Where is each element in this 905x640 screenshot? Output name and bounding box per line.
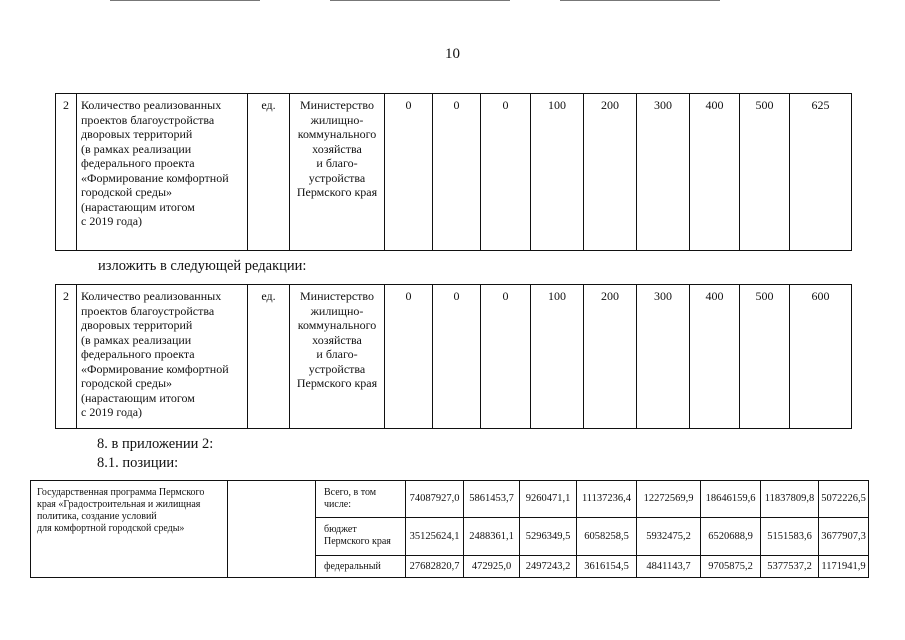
scan-edge-line (330, 0, 510, 1)
section-8-1-heading: 8.1. позиции: (97, 455, 179, 471)
page-number: 10 (445, 46, 460, 62)
finance-value: 5151583,6 (761, 518, 819, 556)
finance-value: 74087927,0 (406, 481, 464, 518)
indicator-row (56, 285, 852, 429)
finance-category: федеральный (316, 556, 406, 578)
scan-edge-line (110, 0, 260, 1)
indicator-name: Количество реализованных проектов благоустройства дворовых территорий (в рамках реализации федерального проекта «Формирование комфортной городской среды» (нарастающим итогом с 2019 года) (77, 94, 248, 251)
finance-category: бюджет Пермского края (316, 518, 406, 556)
finance-value: 2488361,1 (464, 518, 520, 556)
unit-cell: ед. (248, 285, 290, 429)
empty-cell (228, 481, 316, 578)
value-cell: 100 (531, 285, 584, 429)
indicator-table-old (55, 93, 852, 251)
finance-value: 3677907,3 (819, 518, 869, 556)
finance-value: 5377537,2 (761, 556, 819, 578)
program-name: Государственная программа Пермского края «Градостроительная и жилищная политика, создание условий для комфортной городской среды» (31, 481, 228, 578)
finance-category: Всего, в том числе: (316, 481, 406, 518)
finance-value: 5861453,7 (464, 481, 520, 518)
value-cell: 625 (790, 94, 852, 251)
finance-value: 6520688,9 (701, 518, 761, 556)
value-cell: 200 (584, 94, 637, 251)
finance-value: 5932475,2 (637, 518, 701, 556)
value-cell: 500 (740, 94, 790, 251)
finance-value: 11137236,4 (577, 481, 637, 518)
finance-value: 9705875,2 (701, 556, 761, 578)
finance-value: 35125624,1 (406, 518, 464, 556)
value-cell: 0 (481, 285, 531, 429)
scan-edge-line (560, 0, 720, 1)
value-cell: 400 (690, 285, 740, 429)
finance-table (30, 480, 869, 578)
finance-value: 18646159,6 (701, 481, 761, 518)
value-cell: 300 (637, 94, 690, 251)
value-cell: 500 (740, 285, 790, 429)
responsible-org: Министерство жилищно- коммунального хозяйства и благо- устройства Пермского края (290, 285, 385, 429)
new-edition-phrase: изложить в следующей редакции: (98, 258, 307, 274)
value-cell: 600 (790, 285, 852, 429)
value-cell: 100 (531, 94, 584, 251)
finance-row-total (31, 481, 869, 518)
finance-value: 3616154,5 (577, 556, 637, 578)
indicator-row (56, 94, 852, 251)
value-cell: 300 (637, 285, 690, 429)
finance-value: 4841143,7 (637, 556, 701, 578)
value-cell: 0 (385, 285, 433, 429)
value-cell: 0 (385, 94, 433, 251)
value-cell: 0 (481, 94, 531, 251)
value-cell: 0 (433, 285, 481, 429)
finance-value: 9260471,1 (520, 481, 577, 518)
section-8-heading: 8. в приложении 2: (97, 436, 214, 452)
unit-cell: ед. (248, 94, 290, 251)
value-cell: 400 (690, 94, 740, 251)
finance-value: 2497243,2 (520, 556, 577, 578)
finance-value: 11837809,8 (761, 481, 819, 518)
finance-value: 472925,0 (464, 556, 520, 578)
finance-value: 5072226,5 (819, 481, 869, 518)
indicator-name: Количество реализованных проектов благоустройства дворовых территорий (в рамках реализации федерального проекта «Формирование комфортной городской среды» (нарастающим итогом с 2019 года) (77, 285, 248, 429)
finance-value: 27682820,7 (406, 556, 464, 578)
value-cell: 0 (433, 94, 481, 251)
indicator-table-new (55, 284, 852, 429)
responsible-org: Министерство жилищно- коммунального хозяйства и благо- устройства Пермского края (290, 94, 385, 251)
finance-value: 1171941,9 (819, 556, 869, 578)
finance-value: 12272569,9 (637, 481, 701, 518)
finance-value: 6058258,5 (577, 518, 637, 556)
row-index: 2 (56, 94, 77, 251)
row-index: 2 (56, 285, 77, 429)
value-cell: 200 (584, 285, 637, 429)
finance-value: 5296349,5 (520, 518, 577, 556)
